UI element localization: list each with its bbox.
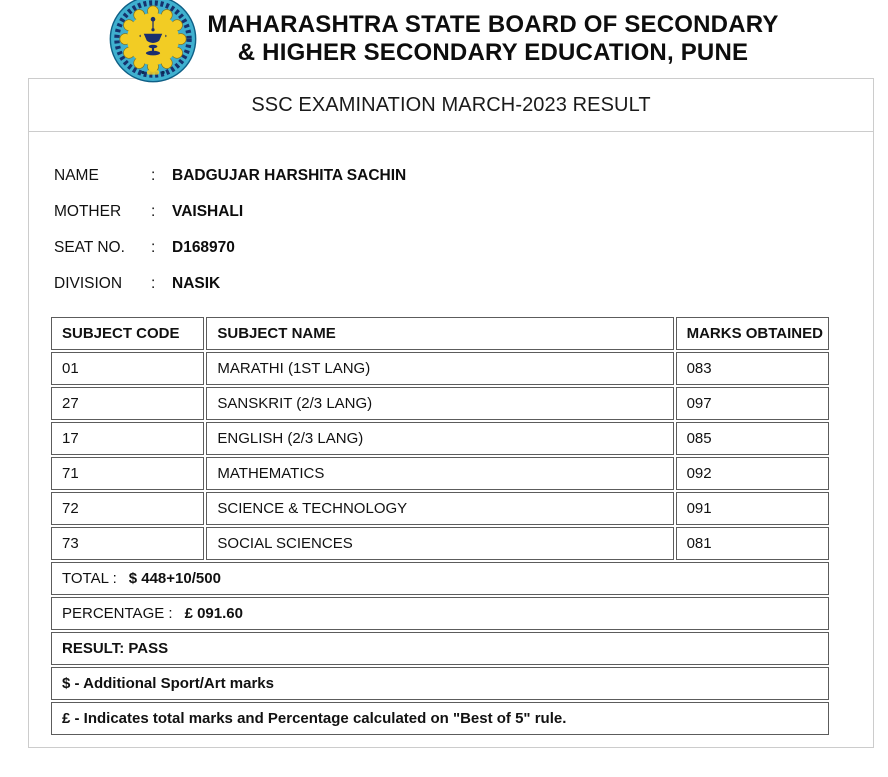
page-title: SSC EXAMINATION MARCH-2023 RESULT [251,93,651,116]
table-row [51,352,829,385]
marks-cell: 097 [676,387,829,420]
subject-code-cell: 27 [51,387,204,420]
division-value: NASIK [172,275,221,292]
marks-cell: 085 [676,422,829,455]
marks-table [49,315,831,737]
marks-cell: 083 [676,352,829,385]
marks-cell: 092 [676,457,829,490]
board-name [207,11,778,67]
marks-cell: 091 [676,492,829,525]
table-row [51,387,829,420]
board-name-line2: & HIGHER SECONDARY EDUCATION, PUNE [237,39,749,66]
seat-no-separator: : [151,239,156,256]
subject-code-header: SUBJECT CODE [51,317,204,350]
division-separator: : [151,275,156,292]
division-label: DIVISION [54,275,123,292]
table-row [51,492,829,525]
name-separator: : [151,167,156,184]
mother-name-row [54,194,853,230]
division-row [54,266,853,302]
site-header [0,0,888,78]
mother-label: MOTHER [54,203,122,220]
board-emblem-icon [109,0,197,83]
student-name-row [54,158,853,194]
seat-no-label: SEAT NO. [54,239,125,256]
subject-name-cell: SCIENCE & TECHNOLOGY [206,492,673,525]
best-of-5-note: £ - Indicates total marks and Percentage calculated on "Best of 5" rule. [51,702,829,735]
name-value: BADGUJAR HARSHITA SACHIN [172,167,407,184]
percentage-value: £ 091.60 [184,605,243,622]
board-logo [109,0,197,77]
student-info [54,158,853,302]
total-label: TOTAL : [62,570,117,587]
mother-value: VAISHALI [172,203,244,220]
result-content-box [28,131,874,748]
percentage-row [51,597,829,630]
percentage-label: PERCENTAGE : [62,605,173,622]
seat-no-row [54,230,853,266]
subject-code-cell: 72 [51,492,204,525]
marks-obtained-header: MARKS OBTAINED [676,317,829,350]
sport-marks-note: $ - Additional Sport/Art marks [51,667,829,700]
subject-name-cell: SANSKRIT (2/3 LANG) [206,387,673,420]
result-row [51,632,829,665]
result-title-box [28,78,874,132]
total-row [51,562,829,595]
percentage-cell [51,597,829,630]
table-row [51,422,829,455]
table-header-row [51,317,829,350]
subject-code-cell: 01 [51,352,204,385]
name-label: NAME [54,167,99,184]
total-value: $ 448+10/500 [128,570,221,587]
marks-cell: 081 [676,527,829,560]
subject-name-cell: SOCIAL SCIENCES [206,527,673,560]
subject-code-cell: 73 [51,527,204,560]
seat-no-value: D168970 [172,239,235,256]
table-row [51,457,829,490]
subject-name-cell: MATHEMATICS [206,457,673,490]
subject-name-cell: MARATHI (1ST LANG) [206,352,673,385]
subject-code-cell: 17 [51,422,204,455]
total-cell [51,562,829,595]
best-of-5-note-row [51,702,829,735]
subject-name-header: SUBJECT NAME [206,317,673,350]
sport-note-row [51,667,829,700]
subject-name-cell: ENGLISH (2/3 LANG) [206,422,673,455]
result-status: RESULT: PASS [51,632,829,665]
table-row [51,527,829,560]
board-name-line1: MAHARASHTRA STATE BOARD OF SECONDARY [207,11,779,38]
mother-separator: : [151,203,156,220]
subject-code-cell: 71 [51,457,204,490]
